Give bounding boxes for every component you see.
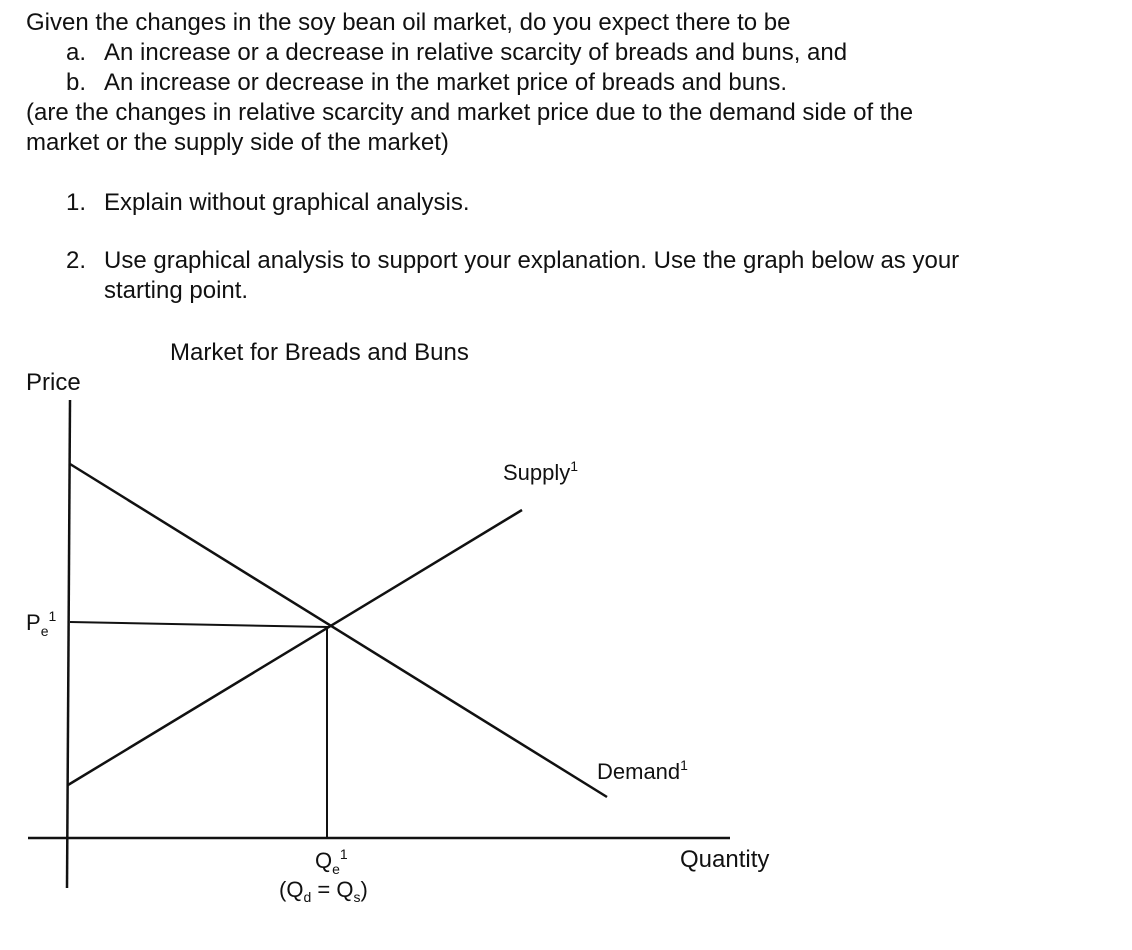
equilibrium-price-line [70,622,328,627]
part-b-text: An increase or decrease in the market price of breads and buns. [104,69,788,96]
question-intro: Given the changes in the soy bean oil market, do you expect there to be [26,9,791,36]
note-sub-s: s [353,889,361,905]
equilibrium-price-label [26,608,56,639]
task-2-continued: starting point. [104,277,249,304]
supply-label-base: Supply [503,460,571,485]
quantity-equality-note [279,877,368,905]
quantity-label-superscript: 1 [339,846,348,862]
price-label-base: P [26,610,41,635]
part-a-marker: a. [66,39,87,66]
supply-label [503,458,578,485]
demand-label [597,757,688,784]
note-mid: = Q [311,877,354,902]
demand-label-superscript: 1 [680,757,688,773]
graph-title: Market for Breads and Buns [170,339,469,366]
supply-label-superscript: 1 [570,458,579,474]
task-2-marker: 2. [66,247,87,274]
supply-curve [68,510,522,785]
part-b-marker: b. [66,69,87,96]
price-label-subscript: e [40,623,49,639]
task-2-text: Use graphical analysis to support your explanation. Use the graph below as your [104,247,960,274]
demand-curve [70,464,607,797]
quantity-label-base: Q [315,848,333,873]
equilibrium-quantity-label [315,846,348,877]
part-a-text: An increase or a decrease in relative scarcity of breads and buns, and [104,39,848,66]
quantity-label-subscript: e [332,861,340,877]
note-sub-d: d [303,889,312,905]
question-parenthetical-line-1: (are the changes in relative scarcity and market price due to the demand side of the [26,99,914,126]
task-1-text: Explain without graphical analysis. [104,189,470,216]
question-parenthetical-line-2: market or the supply side of the market) [26,129,449,156]
x-axis-label: Quantity [680,846,770,873]
note-open: (Q [279,877,304,902]
y-axis-label: Price [26,369,81,396]
price-label-superscript: 1 [48,608,57,624]
note-close: ) [360,877,368,902]
demand-label-base: Demand [597,759,681,784]
task-1-marker: 1. [66,189,87,216]
y-axis [67,400,70,888]
